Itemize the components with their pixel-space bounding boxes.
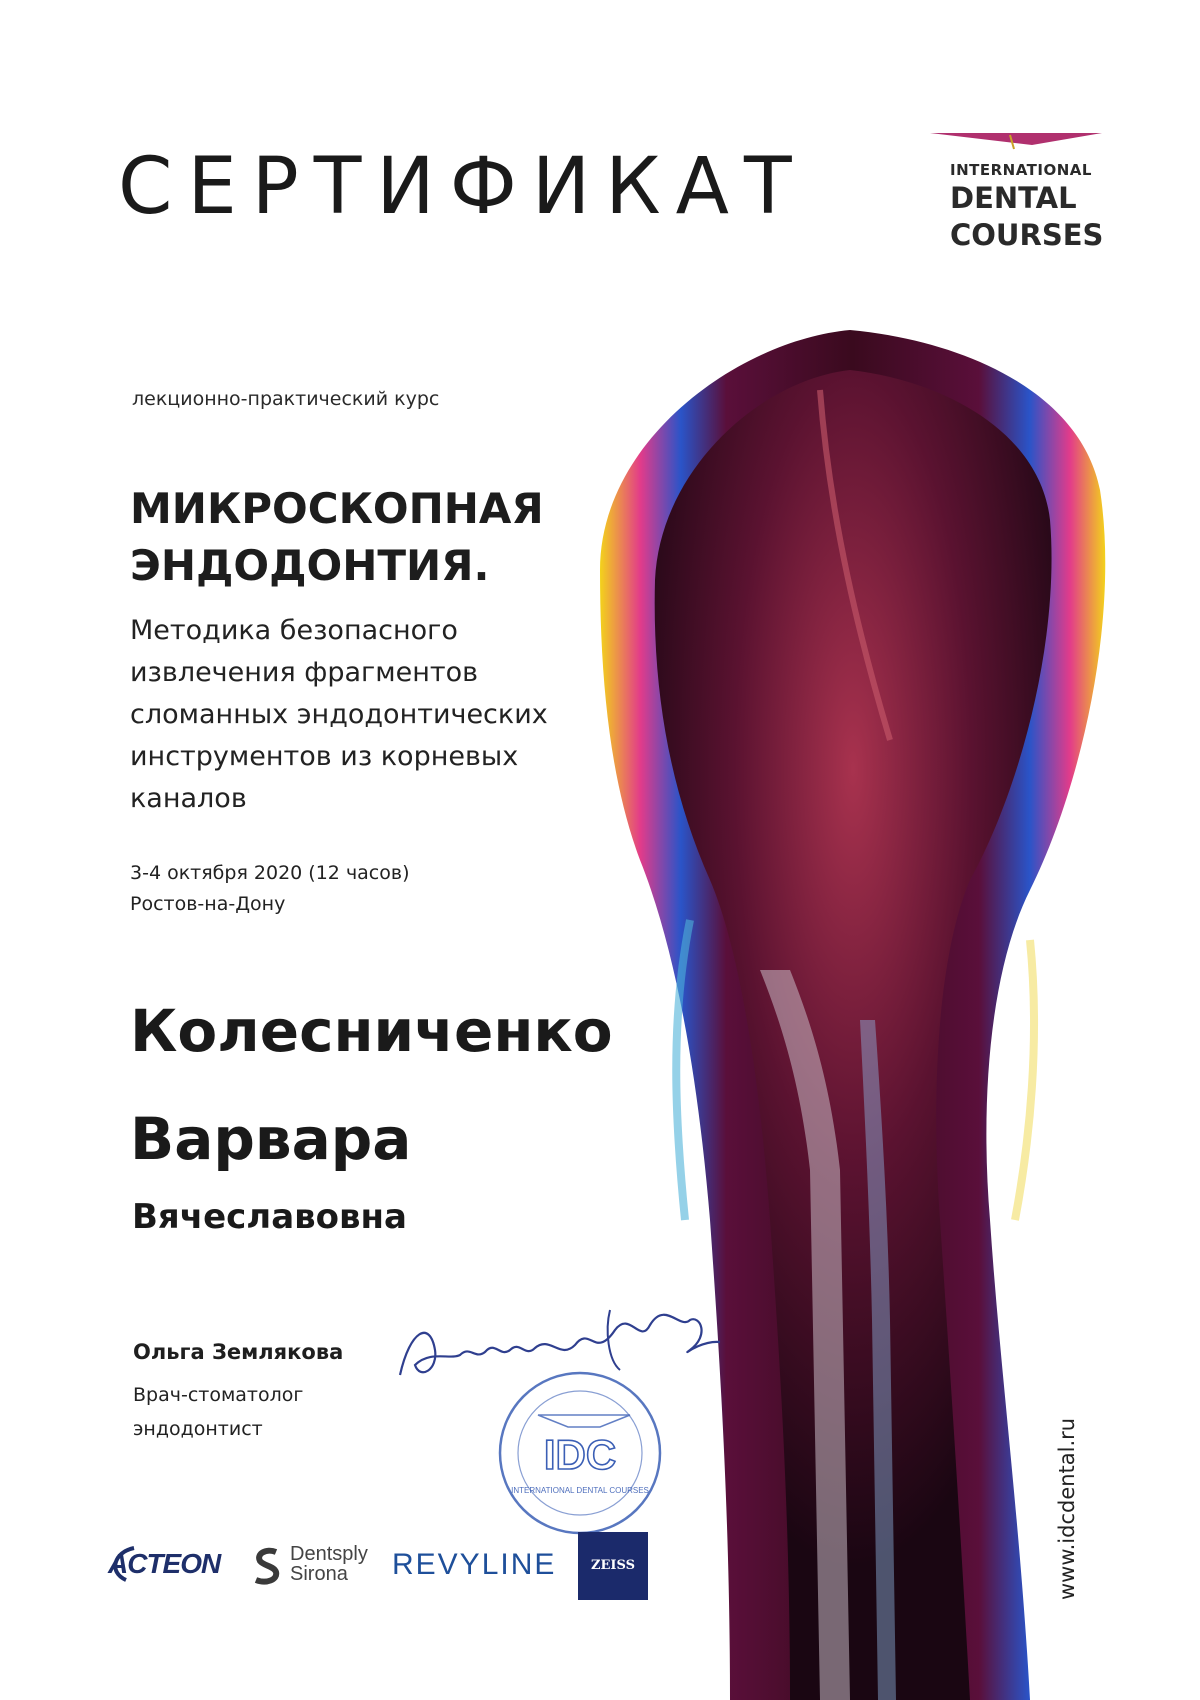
graduation-cap-icon: [922, 125, 1122, 165]
certificate-title: СЕРТИФИКАТ: [118, 142, 807, 232]
course-title: [130, 480, 544, 594]
signatory-role: [133, 1378, 303, 1446]
idc-logo: [922, 125, 1122, 265]
signatory-name: Ольга Землякова: [133, 1340, 344, 1364]
course-title-line: МИКРОСКОПНАЯ: [130, 484, 544, 533]
partner-acteon: ACTEON: [108, 1548, 221, 1579]
course-subtitle-line: Методика безопасного: [130, 615, 458, 646]
course-date: 3-4 октября 2020 (12 часов): [130, 862, 410, 884]
course-title-line: ЭНДОДОНТИЯ.: [130, 541, 490, 590]
partner-revyline: REVYLINE: [392, 1548, 557, 1581]
signatory-role-line: Врач-стоматолог: [133, 1384, 304, 1406]
stamp-center-text: IDC: [543, 1431, 617, 1478]
signatory-role-line: эндодонтист: [133, 1418, 263, 1440]
course-type: лекционно-практический курс: [132, 388, 440, 410]
website-url: www.idcdental.ru: [1055, 1417, 1079, 1600]
course-date-location: [130, 858, 410, 920]
course-subtitle-line: каналов: [130, 783, 247, 814]
course-subtitle-line: сломанных эндодонтических: [130, 699, 548, 730]
logo-line-courses: COURSES: [950, 218, 1104, 252]
recipient-first-name: Варвара: [130, 1105, 412, 1173]
course-city: Ростов-на-Дону: [130, 893, 286, 915]
idc-stamp: [490, 1365, 670, 1540]
logo-line-international: INTERNATIONAL: [950, 161, 1092, 179]
partner-dentsply-sirona: [290, 1544, 368, 1584]
stamp-ring-text: INTERNATIONAL DENTAL COURSES: [511, 1486, 649, 1495]
dentsply-sirona-icon: [252, 1546, 282, 1586]
dentsply-line: Dentsply: [290, 1543, 368, 1565]
course-subtitle: [130, 610, 590, 820]
recipient-patronymic: Вячеславовна: [132, 1197, 407, 1237]
course-subtitle-line: инструментов из корневых: [130, 741, 519, 772]
partner-zeiss: ZEISS: [578, 1532, 648, 1600]
recipient-surname: Колесниченко: [130, 997, 613, 1065]
sirona-line: Sirona: [290, 1563, 348, 1585]
course-subtitle-line: извлечения фрагментов: [130, 657, 479, 688]
logo-line-dental: DENTAL: [950, 181, 1077, 215]
